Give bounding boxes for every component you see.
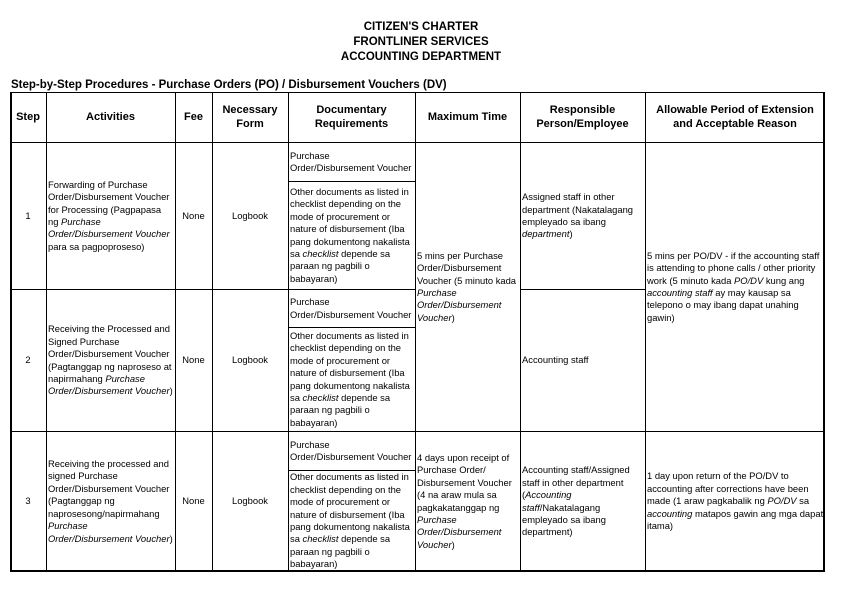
procedures-subtitle: Step-by-Step Procedures - Purchase Orders (PO) / Disbursement Vouchers (DV)	[11, 79, 447, 91]
time-text-part: 5 mins per Purchase Order/Disbursement Voucher (5 minuto kada	[417, 249, 517, 286]
time-text-part: )	[451, 538, 455, 550]
col-header-docs-line2: Requirements	[314, 118, 389, 130]
person-text-part: Accounting staff/Assigned staff in other department (	[522, 464, 630, 501]
col-header-person-line1: Responsible	[549, 104, 616, 116]
table-row-fee	[175, 290, 212, 431]
activity-text-italic: Purchase Order/Disbursement Voucher	[48, 216, 170, 240]
fee-value: None	[182, 209, 205, 221]
activity-text-part: Receiving the Processed and Signed Purchase Order/Disbursement Voucher (Pagtanggap ng naproseso at napirmahang	[48, 323, 172, 384]
doc-po-dv-text: Purchase Order/Disbursement Voucher	[290, 296, 412, 320]
activity-text-part: para sa pagpoproseso)	[48, 240, 145, 252]
fee-value: None	[182, 354, 205, 366]
time-row3-text	[417, 452, 520, 551]
person-text-part: Assigned staff in other department (Nakatalagang empleyado sa ibang	[522, 191, 634, 227]
activity-text-part: )	[169, 532, 173, 544]
col-header-step-label: Step	[16, 111, 40, 123]
doc-other-part: Other documents as listed in checklist depending on the mode of procurement or nature of disbursement (Iba pang dokumentong nakalista sa	[290, 329, 410, 403]
ext-text-part: kung ang	[763, 274, 805, 286]
fee-value: None	[182, 495, 205, 507]
ext-text-part: sa	[796, 495, 810, 507]
activity-text-part: Receiving the processed and signed Purchase Order/Disbursement Voucher (Pagtanggap ng naprosesong/napirmahang	[48, 458, 170, 519]
col-header-step	[10, 92, 46, 142]
col-divider	[645, 92, 646, 572]
time-text-part: )	[451, 311, 455, 323]
col-header-extension	[645, 92, 825, 142]
doc-po-dv-text: Purchase Order/Disbursement Voucher	[290, 438, 412, 462]
col-header-docs	[288, 92, 415, 142]
col-divider	[415, 92, 416, 572]
table-row-activity	[48, 143, 174, 289]
doc-po-dv-text: Purchase Order/Disbursement Voucher	[290, 149, 412, 173]
col-header-fee-label: Fee	[184, 111, 203, 123]
doc-other-text	[290, 471, 414, 570]
col-header-form	[212, 92, 288, 142]
form-value: Logbook	[232, 209, 268, 221]
table-row-activity	[48, 432, 174, 571]
ext-text-italic: PO/DV	[734, 274, 764, 286]
activity-text	[48, 458, 174, 545]
doc-other-part: Other documents as listed in checklist depending on the mode of procurement or nature of disbursement (Iba pang dokumentong nakalista sa	[290, 471, 410, 545]
col-header-activities	[46, 92, 175, 142]
col-header-time	[415, 92, 520, 142]
person-text-part: /Nakatalagang empleyado sa ibang department)	[522, 501, 606, 538]
table-row-form	[212, 143, 288, 289]
doc-other-text	[290, 330, 414, 429]
col-header-fee	[175, 92, 212, 142]
form-value: Logbook	[232, 354, 268, 366]
activity-text-italic: Purchase Order/Disbursement Voucher	[48, 520, 170, 544]
activity-text-italic: Purchase Order/Disbursement Voucher	[48, 372, 170, 397]
table-row-step	[10, 290, 46, 431]
person-text	[522, 464, 645, 538]
time-text-italic: Purchase Order/Disbursement Voucher	[417, 513, 502, 550]
activity-text-part: )	[169, 385, 173, 397]
doc-po-dv	[290, 290, 414, 327]
table-row-person	[522, 432, 645, 571]
col-header-person	[520, 92, 645, 142]
col-header-form-line2: Form	[236, 118, 264, 130]
step-number: 1	[25, 209, 31, 221]
department-title: ACCOUNTING DEPARTMENT	[340, 51, 502, 63]
col-header-person-line2: Person/Employee	[536, 118, 629, 130]
extension-merged	[647, 143, 824, 431]
person-text	[522, 191, 645, 241]
step-number: 2	[25, 354, 31, 366]
services-title: FRONTLINER SERVICES	[353, 36, 489, 48]
doc-other-part: depende sa paraan ng pagbili o babayaran)	[290, 533, 391, 570]
doc-other-part: depende sa paraan ng pagbili o babayaran)	[290, 391, 391, 428]
doc-other-italic: checklist	[302, 247, 339, 259]
table-row-extension	[647, 432, 824, 571]
ext-text-part: matapos gawin ang mga dapat itama)	[647, 507, 824, 532]
table-row-step	[10, 432, 46, 571]
table-row-step	[10, 143, 46, 289]
col-divider	[46, 92, 47, 572]
time-text-italic: Purchase Order/Disbursement Voucher	[417, 287, 502, 323]
person-text-italic: Accounting staff	[522, 489, 572, 513]
doc-other-part: Other documents as listed in checklist depending on the mode of procurement or nature of disbursement (Iba pang dokumentong nakalista sa	[290, 185, 410, 259]
ext-text-italic: accounting	[647, 507, 693, 519]
activity-text-part: Forwarding of Purchase Order/Disbursement Voucher for Processing (Pagpapasa ng	[48, 178, 170, 227]
person-text: Accounting staff	[522, 354, 589, 366]
col-divider	[520, 92, 521, 572]
step-number: 3	[25, 495, 31, 507]
extension-merged-text	[647, 250, 824, 324]
table-row-fee	[175, 143, 212, 289]
doc-po-dv	[290, 432, 414, 470]
table-row-fee	[175, 432, 212, 571]
activity-text	[48, 179, 174, 253]
table-row-time	[417, 432, 520, 571]
ext-text-italic: accounting staff	[647, 287, 713, 298]
doc-po-dv	[290, 143, 414, 181]
doc-other	[290, 182, 414, 289]
col-header-form-line1: Necessary	[222, 104, 278, 116]
table-row-person	[522, 143, 645, 289]
doc-other-part: depende sa paraan ng pagbili o babayaran)	[290, 247, 391, 284]
time-text-part: 4 days upon receipt of Purchase Order/ Disbursement Voucher (4 na araw mula sa pagkakatanggap ng	[417, 451, 512, 513]
col-header-docs-line1: Documentary	[316, 104, 387, 116]
time-merged-text	[417, 250, 520, 324]
ext-text-part: ay may kausap sa telepono o may ibang dapat unahing gawin)	[647, 287, 799, 323]
doc-other	[290, 471, 414, 571]
doc-other	[290, 328, 414, 431]
time-merged	[417, 143, 520, 431]
ext-text-italic: PO/DV	[767, 495, 797, 507]
ext-text-part: 1 day upon return of the PO/DV to accounting after corrections have been made (1 araw pagkabalik ng	[647, 470, 809, 507]
table-row-person	[522, 290, 645, 431]
charter-title: CITIZEN'S CHARTER	[363, 21, 479, 33]
person-text-italic: department	[522, 228, 570, 240]
table-row-form	[212, 290, 288, 431]
col-header-extension-line1: Allowable Period of Extension	[656, 104, 814, 116]
form-value: Logbook	[232, 495, 268, 507]
col-header-activities-label: Activities	[86, 111, 135, 123]
col-header-time-label: Maximum Time	[427, 111, 508, 123]
activity-text	[48, 323, 174, 397]
col-divider	[288, 92, 289, 572]
table-row-form	[212, 432, 288, 571]
doc-other-text	[290, 186, 414, 285]
doc-other-italic: checklist	[302, 391, 339, 403]
table-row-activity	[48, 290, 174, 431]
extension-row3-text	[647, 470, 824, 532]
person-text-part: )	[569, 228, 573, 240]
ext-text-part: 5 mins per PO/DV - if the accounting staff is attending to phone calls / other priority work (5 minuto kada	[647, 249, 820, 286]
doc-other-italic: checklist	[302, 533, 339, 545]
col-header-extension-line2: and Acceptable Reason	[673, 118, 797, 130]
